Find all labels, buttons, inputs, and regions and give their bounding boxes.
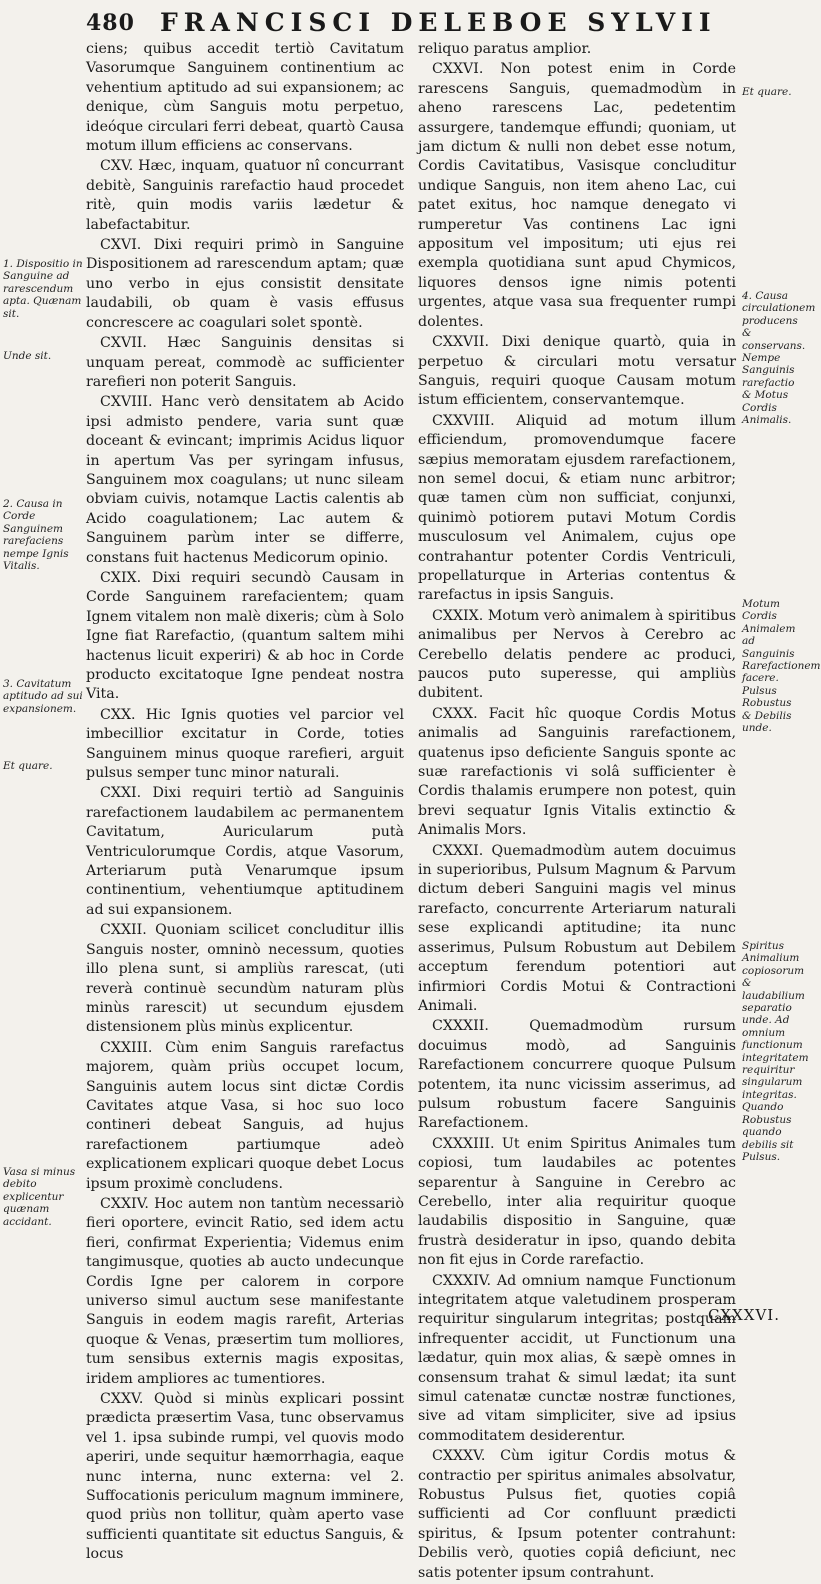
paragraph: CXXVIII. Aliquid ad motum illum efficiendum, promovendumque facere sæpius memoratam ejusdem rarefactionem, non semel docui, & etiam nunc arbitror; quæ tamen cùm non sufficiat, conjunxi, quinimò potiorem putavi Motum Cordis musculosum vel Animalem, cujus ope contrahantur potenter Cordis Ventriculi, propellaturque in Arterias contentus & rarefactus in ipsis Sanguis. <box>418 412 736 604</box>
paragraph: CXVII. Hæc Sanguinis densitas si unquam pereat, commodè ac sufficienter rarefieri non poterit Sanguis. <box>86 335 404 390</box>
paragraph: CXXXV. Cùm igitur Cordis motus & contractio per spiritus animales absolvatur, Robustus Pulsus fiet, quoties copiâ sufficienti ad Cor confluunt prædicti spiritus, & Ipsum potenter contrahunt: Debilis verò, quoties copiâ deficiunt, nec satis potenter ipsum contrahunt. <box>418 1448 736 1581</box>
paragraph: CXXXI. Quemadmodùm autem docuimus in superioribus, Pulsum Magnum & Parvum dictum deberi Sanguini magis vel minus rarefacto, concurrente Arteriarum naturali sese explicandi aptitudine; ita nunc asserimus, Pulsum Robustum aut Debilem acceptum ferendum potentiori aut infirmiori Cordis Motui & Contractioni Animali. <box>418 842 736 1014</box>
paragraph: CXXV. Quòd si minùs explicari possint prædicta præsertim Vasa, tunc observamus vel 1. ipsa subinde rumpi, vel quovis modo aperiri, unde sequitur hæmorrhagia, eaque nunc interna, nunc externa: vel 2. Suffocationis periculum magnum imminere, quod priùs non tollitur, quàm aperto vase sufficienti quantitate sit eductus Sanguis, & locus <box>86 1391 404 1563</box>
margin-note: Unde sit. <box>3 350 52 362</box>
margin-note: Vasa si minus debito explicentur quænam accidant. <box>3 1166 76 1228</box>
margin-note: Et quare. <box>742 86 792 98</box>
catchword: CXXXVI. <box>707 1306 780 1324</box>
margin-note: Spiritus Animalium copiosorum & laudabilium separatio unde. Ad omnium functionum integritatem requiritur singularum integritas. Quando Robustus quando debilis sit Pulsus. <box>742 940 809 1163</box>
paragraph: CXXII. Quoniam scilicet concluditur illis Sanguis noster, omninò necessum, quoties illo plena sunt, si ampliùs rarescat, (uti reverà continuè secundùm naturam plùs minùs rarescit) ut secundum ejusdem distensionem plùs minùs explicentur. <box>86 922 404 1036</box>
margin-note: Et quare. <box>3 760 53 772</box>
margin-note: 2. Causa in Corde Sanguinem rarefaciens nempe Ignis Vitalis. <box>3 498 69 573</box>
margin-note: 1. Dispositio in Sanguine ad rarescendum apta. Quænam sit. <box>3 258 83 320</box>
margin-note: 4. Causa circulationem producens & conservans. Nempe Sanguinis rarefactio & Motus Cordis Animalis. <box>742 290 816 427</box>
paragraph: CXXXII. Quemadmodùm rursum docuimus modò, ad Sanguinis Rarefactionem concurrere quoque Pulsum potentem, ita nunc vicissim asserimus, ad pulsum robustum facere Sanguinis Rarefactionem. <box>418 1018 736 1132</box>
paragraph: CXV. Hæc, inquam, quatuor nî concurrant debitè, Sanguinis rarefactio haud procedet ritè, quin modis variis lædetur & labefactabitur. <box>86 158 404 233</box>
page-number: 480 <box>86 10 135 36</box>
paragraph: CXXVI. Non potest enim in Corde rarescens Sanguis, quemadmodùm in aheno rarescens Lac, pedetentim assurgere, tandemque effundi; quoniam, ut jam dictum & nulli non debet esse notum, Cordis Cavitatibus, Vasisque concluditur undique Sanguis, non item aheno Lac, cui patet exitus, hoc namque denegato vi rumperetur Vas continens Lac igni appositum vel impositum; uti ejus rei exempla quotidiana sunt apud Chymicos, liquores densos igne nimis potenti urgentes, atque vasa sua frequenter rumpi dolentes. <box>418 61 736 330</box>
left-text-column <box>86 40 404 1566</box>
paragraph: CXIX. Dixi requiri secundò Causam in Corde Sanguinem rarefacientem; quam Ignem vitalem non malè dixeris; cùm à Solo Igne fiat Rarefactio, (quantum saltem mihi hactenus licuit experiri) & ab hoc in Corde producto excitatoque Igne pendeat nostra Vita. <box>86 569 404 703</box>
running-head: FRANCISCI DELEBOE SYLVII <box>160 8 717 37</box>
paragraph: CXXIV. Hoc autem non tantùm necessariò fieri oportere, evincit Ratio, sed idem actu fieri, confirmat Experientia; Videmus enim tangimusque, quoties ab aucto undecunque Cordis Igne per calorem in corpore universo simul auctum sese manifestante Sanguis in eodem magis rarefit, Arterias quoque & Venas, præsertim tum molliores, tum sensibus externis magis expositas, iridem ampliores ac tumentiores. <box>86 1195 404 1387</box>
paragraph: CXXXIV. Ad omnium namque Functionum integritatem atque valetudinem prosperam requiritur singularum integritas; postquam infrequenter accidit, ut Functionum una lædatur, quin mox alias, & sæpè omnes in consensum trahat & simul lædat; ita sunt simul catenatæ cunctæ nostræ functiones, sive ad vitam simpliciter, sive ad ipsius commoditatem desiderentur. <box>418 1272 736 1444</box>
paragraph: CXXX. Facit hîc quoque Cordis Motus animalis ad Sanguinis rarefactionem, quatenus ipso deficiente Sanguis sponte ac suæ rarefactionis vi solâ sufficienter è Cordis thalamis erumpere non potest, quin brevi sequatur Ignis Vitalis extinctio & Animalis Mors. <box>418 705 736 839</box>
paragraph: CXVIII. Hanc verò densitatem ab Acido ipsi admisto pendere, varia sunt quæ doceant & evincant; imprimis Acidus liquor in apertum Vas per syringam infusus, Sanguinem mox coagulans; ut nunc sileam obviam cuivis, notamque Lactis calentis ab Acido coagulationem; Lac autem & Sanguinem parùm inter se differre, constans fuit hactenus Medicorum opinio. <box>86 394 404 566</box>
paragraph: reliquo paratus amplior. <box>418 41 592 57</box>
right-text-column <box>418 40 736 1584</box>
paragraph: CXVI. Dixi requiri primò in Sanguine Dispositionem ad rarescendum aptam; quæ uno verbo in ejus consistit densitate laudabili, ob quam è vasis effusus concrescere ac coagulari solet spontè. <box>86 237 404 331</box>
paragraph: CXXIX. Motum verò animalem à spiritibus animalibus per Nervos à Cerebro ac Cerebello delatis pendere ac produci, paucos puto superesse, qui ampliùs dubitent. <box>418 607 736 702</box>
paragraph: CXXI. Dixi requiri tertiò ad Sanguinis rarefactionem laudabilem ac permanentem Cavitatum, Auricularum putà Ventriculorumque Cordis, atque Vasorum, Arteriarum putà Venarumque ipsum continentium, vehentiumque aptitudinem ad sui expansionem. <box>86 785 404 918</box>
paragraph: CXX. Hic Ignis quoties vel parcior vel imbecillior excitatur in Corde, toties Sanguinem minus quoque rarefieri, arguit pulsus semper tunc minor naturali. <box>86 706 404 782</box>
paragraph: CXXVII. Dixi denique quartò, quia in perpetuo & circulari motu versatur Sanguis, requiri quoque Causam motum istum efficientem, conservantemque. <box>418 334 736 409</box>
margin-note: Motum Cordis Animalem ad Sanguinis Rarefactionem facere. Pulsus Robustus & Debilis unde. <box>742 598 821 735</box>
paragraph: CXXIII. Cùm enim Sanguis rarefactus majorem, quàm priùs occupet locum, Sanguinis autem locus sint dictæ Cordis Cavitates atque Vasa, si hoc suo loco contineri debeat Sanguis, ad hujus rarefactionem partiumque adeò explicationem explicari quoque debet Locus ipsum proximè concludens. <box>86 1039 404 1192</box>
margin-note: 3. Cavitatum aptitudo ad sui expansionem. <box>3 678 83 715</box>
paragraph: CXXXIII. Ut enim Spiritus Animales tum copiosi, tum laudabiles ac potentes separentur à Sanguine in Cerebro ac Cerebello, inter alia requiritur quoque laudabilis dispositio in Sanguine, quæ frustrà desideratur in ipso, quando debita non fit ejus in Corde rarefactio. <box>418 1135 736 1269</box>
page-header <box>0 4 800 40</box>
paragraph: ciens; quibus accedit tertiò Cavitatum Vasorumque Sanguinem continentium ac vehentium aptitudo ad sui expansionem; ac denique, cùm Sanguis motu perpetuo, ideóque circulari ferri debeat, quartò Causa motum illum efficiens ac conservans. <box>86 41 404 155</box>
